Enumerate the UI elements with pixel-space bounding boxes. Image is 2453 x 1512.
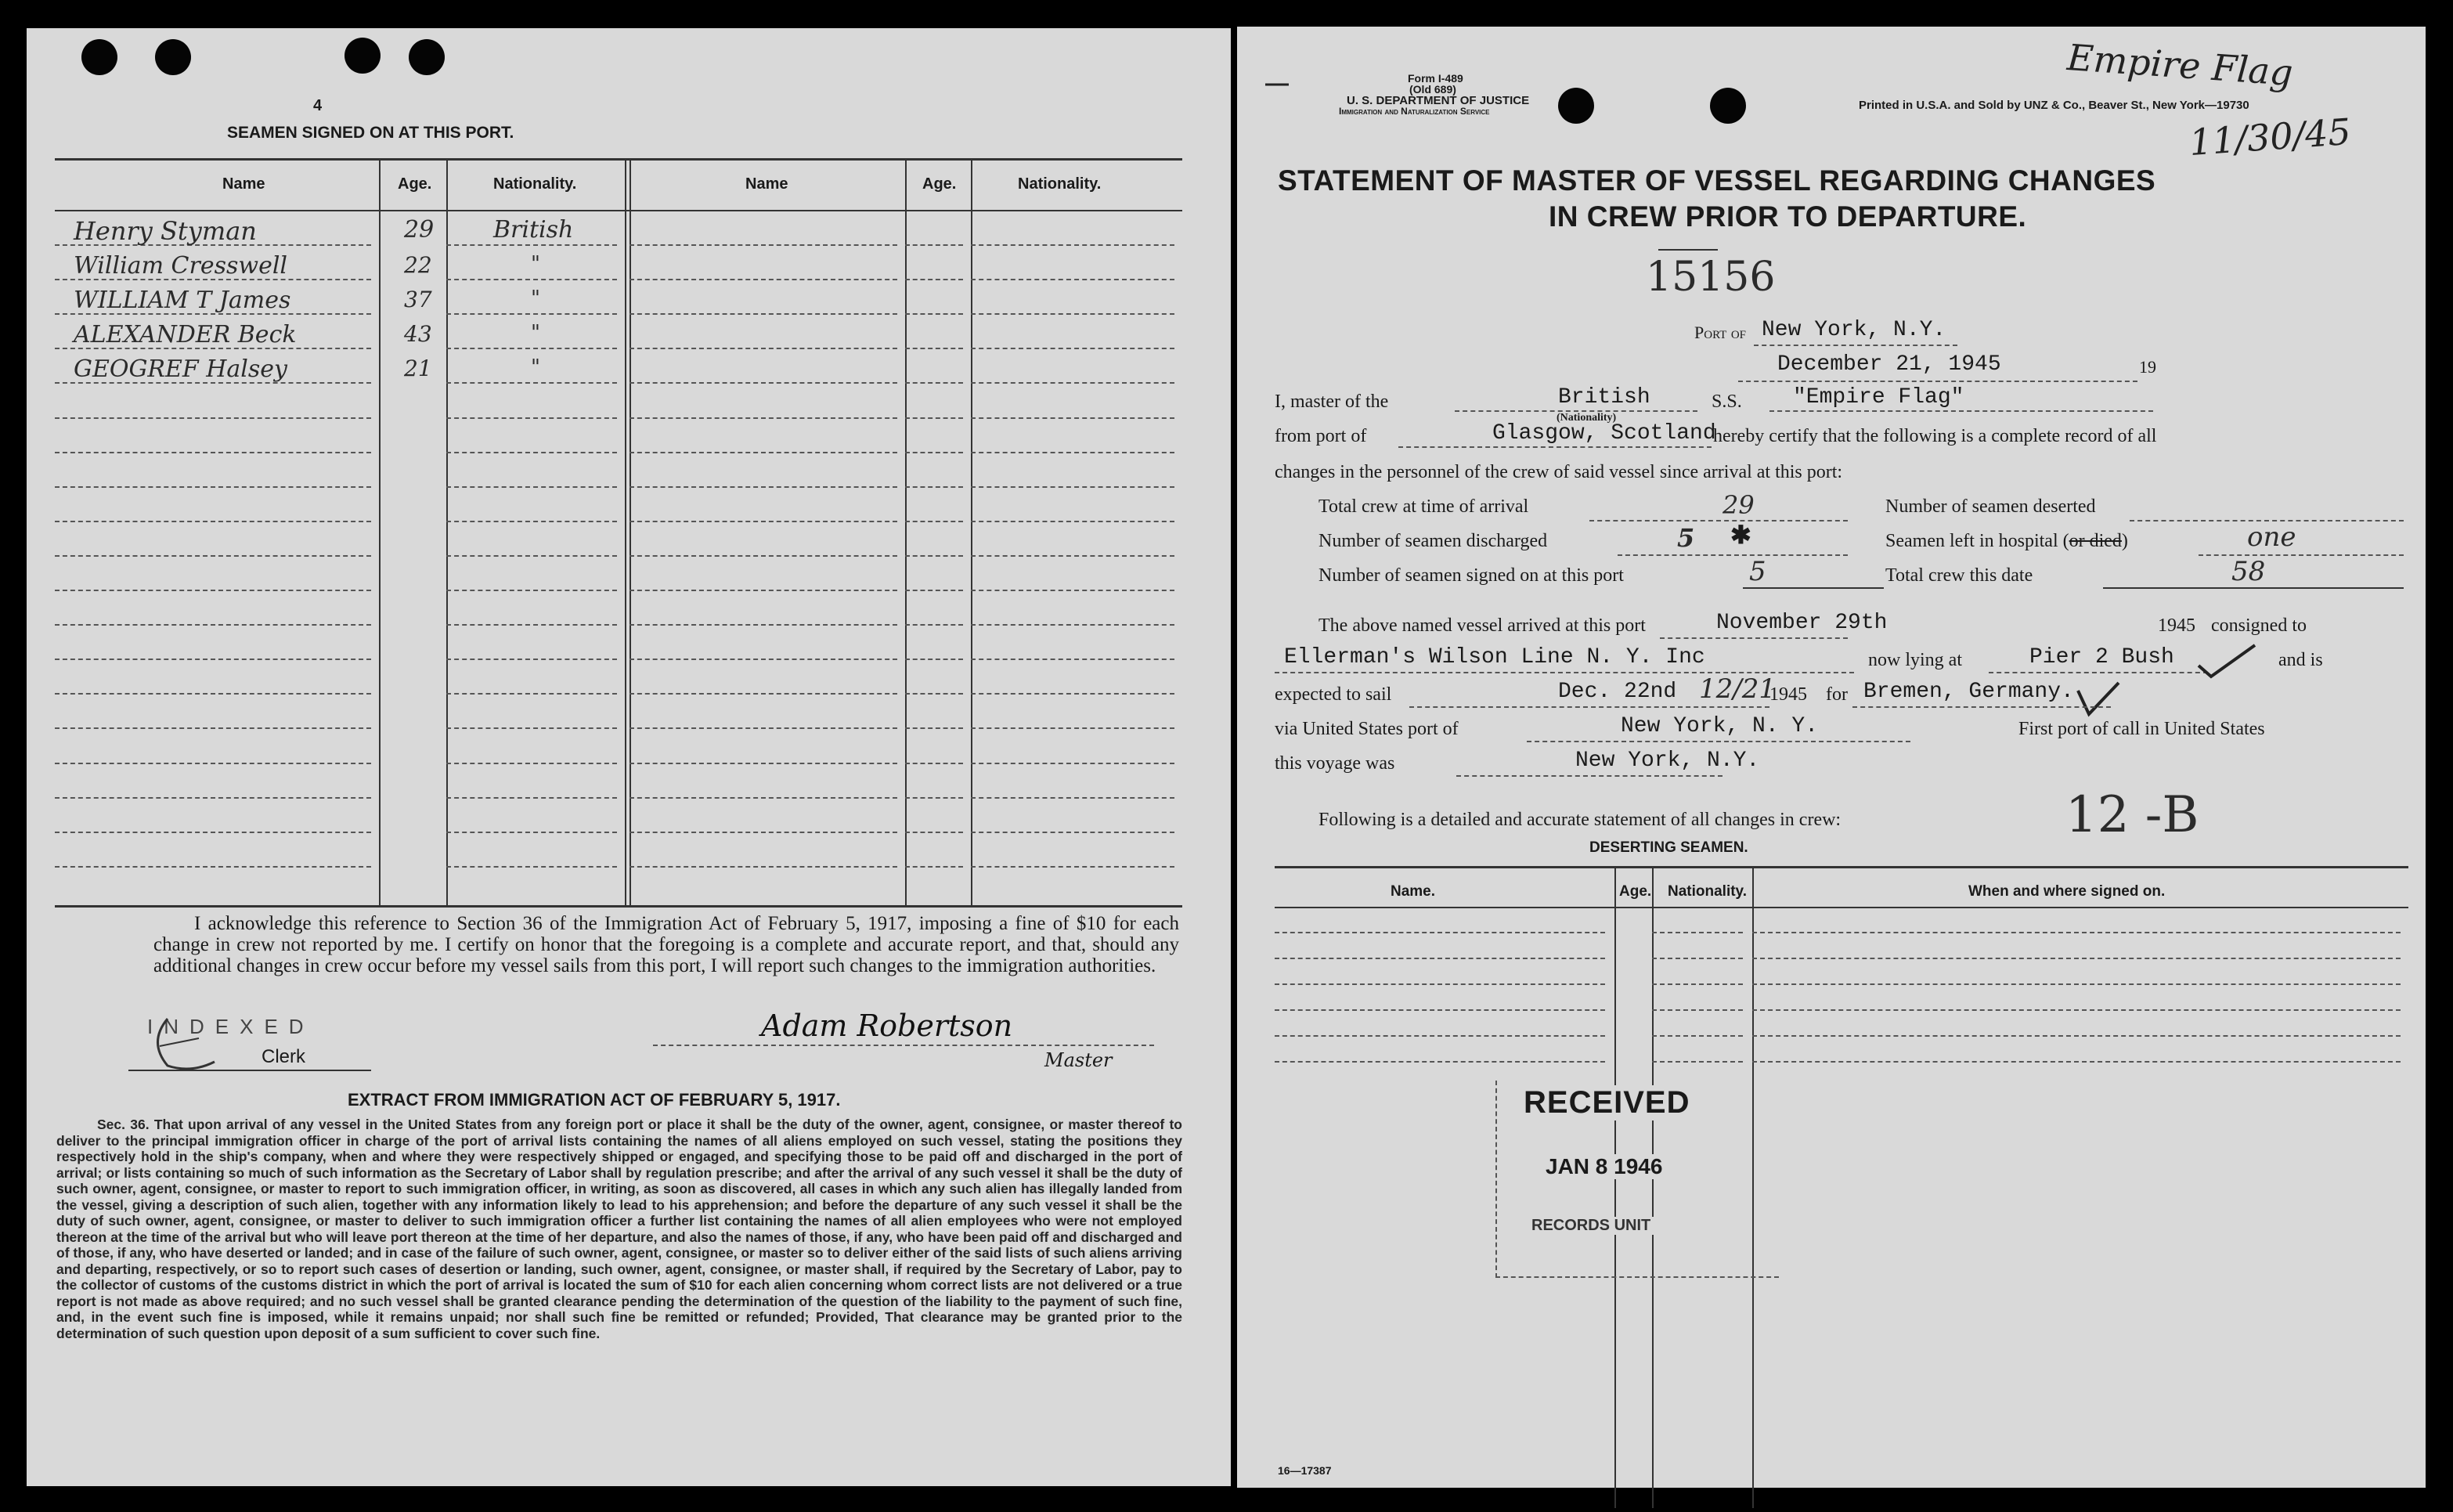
extract-body: That upon arrival of any vessel in the United States from any foreign port or place it shall be the duty of the owner, agent, consignee, or master thereof to deliver to the principal immigration officer in charge of the port of arrival lists containing the names of all aliens employed on such vessel, stating the positions they respectively hold in the ship's company, when and where they were respectively shipped or engaged, and specifying those to be paid off and discharged in the port of arrival; or lists containing so much of such information as the Secretary of Labor shall by regulation prescribe; and after the arrival of any such vessel it shall be the duty of such owner, agent, consignee, or master to report to such immigration officer, in writing, as soon as discovered, all cases in which any such alien has illegally landed from the vessel, giving a description of such alien, together with any information likely to lead to his apprehension; and before the departure of any such vessel it shall be the duty of such owner, agent, consignee, or master to deliver to such immigration officer a further list containing the names of all alien employees who were not employed thereon at the time of the arrival but who will leave port thereon at the time of her departure, and also the names of those, if any, who have been paid off and discharged and of those, if any, who have deserted or landed; and in case of the failure of such owner, agent, consignee, or master so to deliver either of the said lists of such aliens arriving and departing, respectively, or so to report such cases of desertion or landing, such owner, agent, consignee, or master shall, if required by the Secretary of Labor, pay to the collector of customs of the customs district in which the port of arrival is located the sum of $10 for each alien concerning whom correct lists are not delivered or a true report is not made as above required; and no such vessel shall be granted clearance pending the determination of the question of the liability to the payment of such fine, and, in the event such fine is imposed, while it remains unpaid; nor shall such fine be remitted or refunded; Provided, That clearance may be granted prior to the determination of such question upon deposit of a sum sufficient to cover such fine. [56,1117,1182,1341]
form-number: Form I-489 [1408,72,1463,85]
table-row-name: Henry Styman [74,216,257,246]
ruled-row-line [1652,1035,1743,1037]
signed-on-line [1743,587,1884,589]
ruled-row-line [1275,932,1605,933]
ruled-row-line [905,244,963,246]
check-mark-icon [2075,681,2122,720]
from-port-line [1398,446,1712,448]
ruled-row-line [629,659,897,660]
ruled-row-line [55,832,371,833]
voyage-value: New York, N.Y. [1575,749,1760,773]
hospital-label: Seamen left in hospital (or died) [1885,531,2128,551]
via-label: via United States port of [1275,719,1459,739]
hospital-line [2199,554,2404,556]
form-title-line2: IN CREW PRIOR TO DEPARTURE. [1549,200,2027,233]
first-port-label: First port of call in United States [2018,719,2265,739]
ruled-row-line [629,382,897,384]
ruled-row-line [1275,1061,1605,1063]
ruled-row-line [446,693,617,695]
ruled-row-line [971,313,1174,315]
col-header-nationality: Nationality. [493,175,577,193]
from-port-value: Glasgow, Scotland [1492,421,1716,446]
certify-text-1: hereby certify that the following is a complete record of all [1713,426,2157,446]
col-header-age: Age. [398,175,432,193]
col-divider [625,158,626,905]
ruled-row-line [905,763,963,764]
table-row-age: 29 [404,216,435,244]
ruled-row-line [446,866,617,868]
ruled-row-line [629,279,897,280]
ruled-row-line [971,555,1174,557]
ruled-row-line [55,797,371,799]
hospital-value: one [2247,521,2296,553]
lying-label: now lying at [1868,650,1962,670]
col-divider [446,158,448,905]
ruled-row-line [446,832,617,833]
deserting-table-header-rule [1275,907,2408,908]
ruled-row-line [905,486,963,488]
ruled-row-line [629,452,897,453]
ruled-row-line [629,866,897,868]
lying-line [1989,672,2208,673]
ruled-row-line [971,590,1174,591]
ruled-row-line [1275,1009,1605,1011]
table-row-name: GEOGREF Halsey [74,355,288,383]
for-label: for [1826,684,1848,705]
ruled-row-line [446,590,617,591]
table-header-rule [55,210,1182,211]
expected-line [1409,706,1769,708]
ruled-row-line [905,590,963,591]
deserting-title: DESERTING SEAMEN. [1589,839,1748,856]
ruled-row-line [971,486,1174,488]
total-crew-value: 29 [1723,490,1755,520]
certify-text-2: changes in the personnel of the crew of said vessel since arrival at this port: [1275,462,1843,482]
ruled-row-line [1752,983,2401,985]
ship-line [1769,410,2153,412]
ruled-row-line [971,624,1174,626]
destination-value: Bremen, Germany. [1863,680,2074,704]
clerk-label: Clerk [262,1046,306,1067]
and-is-label: and is [2278,650,2323,670]
ruled-row-line [971,727,1174,729]
ruled-row-line [905,313,963,315]
clerk-signature-line [128,1070,371,1071]
ruled-row-line [971,763,1174,764]
total-crew-label: Total crew at time of arrival [1318,496,1529,517]
col-divider [379,158,381,905]
following-label: Following is a detailed and accurate statement of all changes in crew: [1318,810,1842,830]
ruled-row-line [971,693,1174,695]
table-row-name: WILLIAM T James [74,287,291,314]
consigned-label: consigned to [2211,615,2307,636]
col-header-age: Age. [922,175,957,193]
table-row-age: 37 [404,287,432,312]
total-crew-line [1589,520,1848,521]
ruled-row-line [629,313,897,315]
ruled-row-line [1652,958,1743,959]
ruled-row-line [446,486,617,488]
ruled-row-line [905,521,963,522]
ruled-row-line [629,693,897,695]
expected-handwritten: 12/21 [1699,673,1776,705]
ruled-row-line [55,693,371,695]
expected-value: Dec. 22nd [1558,680,1677,704]
via-value: New York, N. Y. [1621,714,1819,738]
punch-hole [1710,88,1746,124]
indexed-stamp: INDEXED [147,1015,315,1038]
ruled-row-line [1652,932,1743,933]
discharged-line [1618,554,1848,556]
handwritten-ship-name: Empire Flag [2065,35,2295,95]
table-top-rule [55,158,1182,161]
ruled-row-line [905,624,963,626]
department: U. S. DEPARTMENT OF JUSTICE [1347,94,1530,107]
ruled-row-line [629,348,897,349]
via-line [1527,741,1910,742]
page-number: 4 [313,97,323,114]
ruled-row-line [905,659,963,660]
ruled-row-line [905,555,963,557]
table-row-name: ALEXANDER Beck [74,321,297,348]
ruled-row-line [905,832,963,833]
acknowledgement-text: I acknowledge this reference to Section 36 of the Immigration Act of February 5, 1917, imposing a fine of $10 for each change in crew not reported by me. I certify on honor that the foregoing is a complete and accurate report, and that, should any additional changes in crew occur before my vessel sails from this port, I will report such changes to the immigration authorities. [153,913,1179,976]
ruled-row-line [446,313,617,315]
ruled-row-line [1752,958,2401,959]
ruled-row-line [55,763,371,764]
footer-number: 16—17387 [1278,1464,1332,1477]
ruled-row-line [905,452,963,453]
table-row-name: William Cresswell [74,252,288,280]
ruled-row-line [446,727,617,729]
nationality-value: British [1558,385,1650,410]
indexed-stamp-mark [144,1007,238,1077]
ruled-row-line [971,244,1174,246]
ruled-row-line [446,279,617,280]
ruled-row-line [629,486,897,488]
ruled-row-line [971,832,1174,833]
records-unit-stamp: RECORDS UNIT [1527,1217,1655,1235]
ruled-row-line [971,417,1174,419]
ruled-row-line [1275,958,1605,959]
ruled-row-line [1275,1035,1605,1037]
discharged-label: Number of seamen discharged [1318,531,1548,551]
table-row-nationality: " [531,252,540,276]
col-divider [971,158,972,905]
ruled-row-line [55,659,371,660]
section-title: SEAMEN SIGNED ON AT THIS PORT. [227,124,514,142]
expected-year: 1945 [1769,684,1807,705]
extract-text [56,1117,1182,1341]
ruled-row-line [1275,983,1605,985]
voyage-label: this voyage was [1275,753,1395,774]
punch-hole [409,39,445,75]
deserted-label: Number of seamen deserted [1885,496,2096,517]
port-line [1754,345,1957,346]
destination-line [1852,706,2111,708]
code-handwritten: 12 -B [2065,786,2199,844]
punch-hole [155,39,191,75]
ruled-row-line [55,417,371,419]
ruled-row-line [971,348,1174,349]
ruled-row-line [971,521,1174,522]
table-row-age: 21 [404,355,432,381]
received-stamp: RECEIVED [1519,1085,1695,1120]
arrived-year: 1945 [2158,615,2195,636]
ruled-row-line [971,279,1174,280]
table-row-age: 43 [404,321,432,347]
ruled-row-line [971,797,1174,799]
extract-title: EXTRACT FROM IMMIGRATION ACT OF FEBRUARY 5, 1917. [348,1090,841,1110]
ruled-row-line [629,797,897,799]
file-number: 15156 [1646,254,1776,301]
ruled-row-line [629,832,897,833]
ruled-row-line [971,866,1174,868]
received-stamp-date: JAN 8 1946 [1541,1154,1667,1179]
total-this-date-label: Total crew this date [1885,565,2033,586]
ruled-row-line [905,417,963,419]
date-value: December 21, 1945 [1777,352,2001,377]
file-number-mark [1658,249,1718,251]
ruled-row-line [905,693,963,695]
col-header-name: Name [745,175,788,193]
right-page: — Form I-489 (Old 689) U. S. DEPARTMENT OF JUSTICE Immigration and Naturalization Service Printed in U.S.A. and Sold by UNZ & Co., Beaver St., New York—19730 Empire Flag 11/30/45 STATEMENT OF MASTER OF VESSEL REGARDING CHANGES IN CREW PRIOR TO DEPARTURE. 15156 Port of New York, N.Y. December 21, 1945 19 I, master of the British (Nationality) S.S. "Empire Flag" from port of Glasgow, Scotland hereby certify that the following is a complete record of all changes in the personnel of the crew of said vessel since arrival at this port: Total crew at time of arrival 29 Number of seamen deserted Number of seamen discharged 5 ✱ Seamen left in hospital (or died) one Number of seamen signed on at this port 5 Total crew this date 58 The above named vessel arrived at this port November 29th 1945 consigned to Ellerman's Wilson Line N. Y. Inc now lying at Pier 2 Bush and is expected to sail Dec. 22nd 12/21 1945 for Bremen, Germany. via United States port of New York, N. Y. First port of call in United States this voyage was New York, N.Y. Following is a detailed and accurate statement of all changes in crew: 12 -B DESERTING SEAMEN. Name. Age. Nationality. When and where signed on. RECEIVED JAN 8 1946 RECORDS UNIT 16—17387 [1237,27,2426,1488]
punch-hole [345,38,381,74]
ruled-row-line [629,417,897,419]
port-label: Port of [1694,323,1747,342]
total-this-date-value: 58 [2231,556,2266,587]
discharged-value: 5 [1677,523,1695,553]
signed-on-label: Number of seamen signed on at this port [1318,565,1624,586]
ruled-row-line [55,590,371,591]
ruled-row-line [1652,983,1743,985]
arrived-line [1660,637,1848,639]
col-header-name: Name [222,175,265,193]
ruled-row-line [971,452,1174,453]
ruled-row-line [905,348,963,349]
punch-hole [1558,88,1594,124]
ruled-row-line [629,624,897,626]
ruled-row-line [55,727,371,729]
ruled-row-line [629,555,897,557]
ruled-row-line [629,521,897,522]
printer-line: Printed in U.S.A. and Sold by UNZ & Co., Beaver St., New York—19730 [1859,99,2249,112]
ruled-row-line [905,382,963,384]
ruled-row-line [55,452,371,453]
master-label: Master [1044,1049,1113,1071]
port-value: New York, N.Y. [1762,318,1946,342]
master-signature-line [653,1045,1154,1046]
ruled-row-line [629,244,897,246]
col-header-age: Age. [1619,883,1652,900]
master-signature: Adam Robertson [761,1009,1013,1043]
ruled-row-line [446,555,617,557]
ruled-row-line [446,797,617,799]
table-row-nationality: " [531,355,540,379]
check-mark-icon [2195,642,2258,681]
ruled-row-line [446,624,617,626]
ruled-row-line [55,866,371,868]
arrived-label: The above named vessel arrived at this port [1318,615,1646,636]
ruled-row-line [55,624,371,626]
ruled-row-line [1752,1009,2401,1011]
left-page [27,28,1231,1486]
ss-label: S.S. [1712,392,1742,412]
col-header-name: Name. [1391,883,1436,900]
handwritten-date: 11/30/45 [2188,110,2353,164]
ruled-row-line [1752,1061,2401,1063]
form-title-line1: STATEMENT OF MASTER OF VESSEL REGARDING CHANGES [1278,164,2156,197]
total-this-date-line [2103,587,2404,589]
ruled-row-line [446,382,617,384]
ruled-row-line [971,382,1174,384]
date-suffix: 19 [2139,357,2156,377]
col-divider [629,158,631,905]
ruled-row-line [55,555,371,557]
ruled-row-line [629,763,897,764]
ship-value: "Empire Flag" [1793,385,1964,410]
ruled-row-line [55,521,371,522]
punch-hole [81,39,117,75]
expected-label: expected to sail [1275,684,1392,705]
table-row-age: 22 [404,252,432,278]
lying-value: Pier 2 Bush [2029,645,2174,669]
ruled-row-line [1752,932,2401,933]
table-bottom-rule [55,905,1182,908]
table-row-nationality: British [493,216,574,244]
ruled-row-line [55,486,371,488]
date-line [1738,381,2137,382]
ruled-row-line [1652,1061,1743,1063]
ruled-row-line [1752,1035,2401,1037]
signed-on-value: 5 [1749,556,1766,587]
ruled-row-line [446,763,617,764]
deserting-table-top [1275,866,2408,868]
form-old: (Old 689) [1409,83,1456,96]
ruled-row-line [1652,1009,1743,1011]
ruled-row-line [446,417,617,419]
ruled-row-line [971,659,1174,660]
ruled-row-line [629,727,897,729]
ruled-row-line [629,590,897,591]
col-divider [905,158,907,905]
ruled-row-line [905,797,963,799]
ruled-row-line [905,727,963,729]
table-row-nationality: " [531,321,540,345]
ruled-row-line [446,244,617,246]
table-row-nationality: " [531,287,540,310]
ruled-row-line [446,452,617,453]
voyage-line [1456,775,1723,777]
ruled-row-line [446,659,617,660]
nationality-line [1455,410,1697,412]
service: Immigration and Naturalization Service [1339,106,1490,117]
ruled-row-line [446,521,617,522]
ruled-row-line [905,866,963,868]
master-of-label: I, master of the [1275,392,1389,412]
ruled-row-line [905,279,963,280]
col-header-when-where: When and where signed on. [1968,883,2166,900]
col-header-nationality: Nationality. [1668,883,1747,900]
from-port-label: from port of [1275,426,1367,446]
nationality-caption: (Nationality) [1557,412,1617,424]
col-header-nationality: Nationality. [1018,175,1102,193]
arrived-value: November 29th [1716,611,1888,635]
ruled-row-line [446,348,617,349]
sec-label: Sec. 36. [97,1117,150,1132]
consignee-value: Ellerman's Wilson Line N. Y. Inc [1284,645,1705,669]
